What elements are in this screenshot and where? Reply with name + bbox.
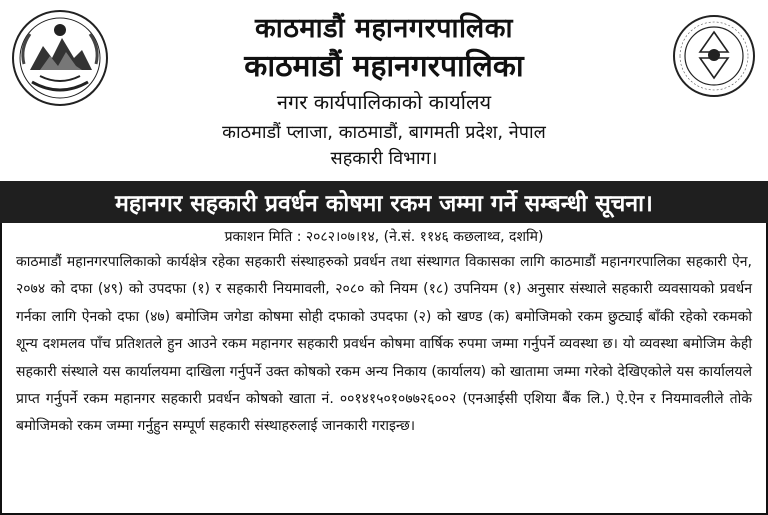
publication-date: प्रकाशन मिति : २०८२।०७।१४, (ने.सं. ११४६ कछलाथ्व, दशमि) <box>224 229 544 245</box>
office-address: काठमाडौं प्लाजा, काठमाडौं, बागमती प्रदेश, नेपाल <box>222 122 546 143</box>
letterhead <box>0 0 768 172</box>
department-name: सहकारी विभाग। <box>330 148 438 169</box>
municipality-title: काठमाडौं महानगरपालिका <box>255 13 513 44</box>
municipality-stylized-title: काठमाडौं महानगरपालिका <box>244 49 524 84</box>
office-name: नगर कार्यपालिकाको कार्यालय <box>276 90 492 114</box>
notice-paragraph: काठमाडौं महानगरपालिकाको कार्यक्षेत्र रहेका सहकारी संस्थाहरुको प्रवर्धन तथा संस्थागत विकासका लागि काठमाडौं महानगरपालिका सहकारी ऐन, २०७४ को दफा (४९) को उपदफा (१) र सहकारी नियमावली, २०८० को नियम (१८) उपनियम (१) अनुसार संस्थाले सहकारी व्यवसायको प्रवर्धन गर्नका लागि ऐनको दफा (४७) बमोजिम जगेडा कोषमा सोही दफाको उपदफा (२) को खण्ड (क) बमोजिमको रकम छुट्याई बाँकी रहेको रकमको शून्य दशमलव पाँच प्रतिशतले हुन आउने रकम महानगर सहकारी प्रवर्धन कोषमा वार्षिक रुपमा जम्मा गर्नुपर्ने व्यवस्था छ। यो व्यवस्था बमोजिम केही सहकारी संस्थाले यस कार्यालयमा दाखिला गर्नुपर्ने उक्त कोषको रकम अन्य निकाय (कार्यालय) को खातामा जम्मा गरेको देखिएकोले यस कार्यालयले प्राप्त गर्नुपर्ने रकम महानगर सहकारी प्रवर्धन कोषको खाता नं. ००१४१५०१०७७२६००२ (एनआईसी एशिया बैंक लि.) ऐ.ऐन र नियमावलीले तोके बमोजिमको रकम जम्मा गर्नुहुन सम्पूर्ण सहकारी संस्थाहरुलाई जानकारी गराइन्छ। <box>16 254 752 435</box>
notice-heading-banner <box>0 181 768 223</box>
notice-heading: महानगर सहकारी प्रवर्धन कोषमा रकम जम्मा गर्ने सम्बन्धी सूचना। <box>115 191 653 217</box>
notice-body <box>0 223 768 515</box>
